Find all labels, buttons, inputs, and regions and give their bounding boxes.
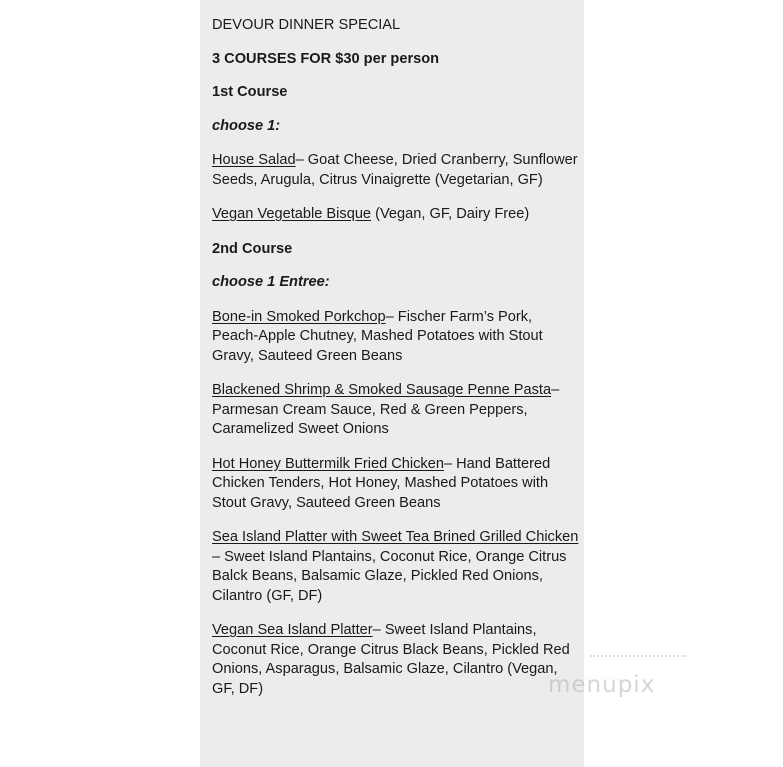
- menu-content: [212, 16, 582, 714]
- course-2-instruction: choose 1 Entree:: [212, 274, 330, 290]
- menu-item: [212, 308, 582, 367]
- item-desc: – Sweet Island Plantains, Coconut Rice, Orange Citrus Black Beans, Pickled Red Onions, Asparagus, Balsamic Glaze, Cilantro (Vegan, GF, DF): [212, 622, 570, 697]
- menu-item: [212, 151, 582, 190]
- watermark-decoration: [590, 655, 686, 663]
- course-1-instruction: choose 1:: [212, 117, 281, 134]
- menu-title: DEVOUR DINNER SPECIAL: [212, 17, 401, 33]
- item-name: Sea Island Platter with Sweet Tea Brined Grilled Chicken: [212, 529, 579, 545]
- item-desc: – Parmesan Cream Sauce, Red & Green Peppers, Caramelized Sweet Onions: [212, 382, 560, 437]
- item-name: Hot Honey Buttermilk Fried Chicken: [212, 455, 444, 472]
- menu-item: [212, 205, 582, 225]
- watermark-logo: menupix: [548, 672, 656, 698]
- menu-item: [212, 455, 582, 514]
- course-1-heading: 1st Course: [212, 84, 288, 100]
- course-2-heading: 2nd Course: [212, 240, 293, 257]
- item-desc: – Sweet Island Plantains, Coconut Rice, Orange Citrus Balck Beans, Balsamic Glaze, Pickled Red Onions, Cilantro (GF, DF): [212, 548, 567, 604]
- item-name: Vegan Vegetable Bisque: [212, 206, 372, 222]
- item-desc: (Vegan, GF, Dairy Free): [371, 206, 530, 222]
- menu-item: [212, 621, 582, 699]
- menu-item: [212, 381, 582, 440]
- item-desc: – Hand Battered Chicken Tenders, Hot Honey, Mashed Potatoes with Stout Gravy, Sauteed Green Beans: [212, 455, 551, 511]
- item-name: Vegan Sea Island Platter: [212, 622, 373, 638]
- item-desc: – Goat Cheese, Dried Cranberry, Sunflower Seeds, Arugula, Citrus Vinaigrette (Vegetarian, GF): [212, 152, 578, 188]
- item-desc: – Fischer Farm’s Pork, Peach-Apple Chutney, Mashed Potatoes with Stout Gravy, Sauteed Green Beans: [212, 308, 543, 364]
- price-line: 3 COURSES FOR $30 per person: [212, 50, 440, 67]
- item-name: House Salad: [212, 152, 296, 168]
- item-name: Bone-in Smoked Porkchop: [212, 308, 386, 325]
- menu-item: [212, 528, 582, 606]
- item-name: Blackened Shrimp & Smoked Sausage Penne Pasta: [212, 382, 552, 398]
